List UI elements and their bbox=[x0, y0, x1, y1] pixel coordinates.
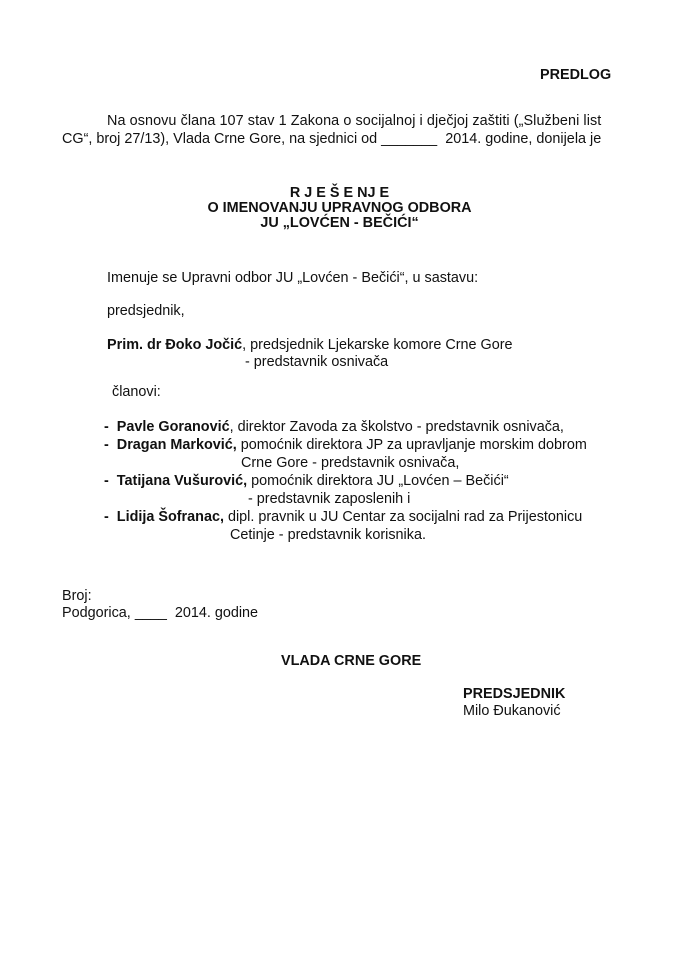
preamble-line-2 bbox=[62, 131, 601, 148]
date-year: 2014. godine bbox=[174, 605, 259, 621]
member-description-continued: - predstavnik zaposlenih i bbox=[248, 491, 411, 507]
place-and-date bbox=[62, 605, 258, 622]
signatory-name: Milo Đukanović bbox=[463, 703, 561, 719]
session-date-blank: _______ bbox=[381, 131, 438, 147]
president-description: , predsjednik Ljekarske komore Crne Gore bbox=[242, 337, 513, 353]
member-name: Pavle Goranović bbox=[116, 419, 230, 435]
member-item bbox=[104, 509, 582, 526]
president-name: Prim. dr Đoko Jočić bbox=[107, 337, 243, 353]
bullet-dash: - bbox=[104, 437, 109, 453]
signatory-title: PREDSJEDNIK bbox=[463, 686, 566, 702]
issuer: VLADA CRNE GORE bbox=[281, 653, 422, 669]
decision-title-line-1: R J E Š E NJ E bbox=[289, 185, 390, 201]
proposal-label: PREDLOG bbox=[540, 67, 612, 83]
members-label: članovi: bbox=[112, 384, 161, 400]
member-description: pomoćnik direktora JU „Lovćen – Bečići“ bbox=[247, 473, 509, 489]
member-description: dipl. pravnik u JU Centar za socijalni rad za Prijestonicu bbox=[223, 509, 583, 525]
member-description-continued: Crne Gore - predstavnik osnivača, bbox=[241, 455, 460, 471]
member-item bbox=[104, 419, 564, 436]
president-entry bbox=[107, 337, 513, 354]
preamble-line-2-end: 2014. godine, donijela je bbox=[445, 131, 602, 147]
preamble-line-2-start: CG“, broj 27/13), Vlada Crne Gore, na sjednici od bbox=[62, 131, 378, 147]
decision-title-line-2: O IMENOVANJU UPRAVNOG ODBORA bbox=[207, 200, 472, 216]
member-description-continued: Cetinje - predstavnik korisnika. bbox=[230, 527, 426, 543]
preamble-line-1: Na osnovu člana 107 stav 1 Zakona o socijalnoj i dječjoj zaštiti („Službeni list bbox=[107, 113, 602, 129]
bullet-dash: - bbox=[104, 419, 109, 435]
appointment-intro: Imenuje se Upravni odbor JU „Lovćen - Bečići“, u sastavu: bbox=[107, 270, 479, 286]
member-name: Lidija Šofranac, bbox=[116, 509, 224, 525]
member-description: pomoćnik direktora JP za upravljanje morskim dobrom bbox=[236, 437, 587, 453]
member-name: Dragan Marković, bbox=[116, 437, 237, 453]
member-item bbox=[104, 437, 587, 454]
bullet-dash: - bbox=[104, 473, 109, 489]
member-item bbox=[104, 473, 509, 490]
member-description: , direktor Zavoda za školstvo - predstavnik osnivača, bbox=[229, 419, 564, 435]
decision-title-line-3: JU „LOVĆEN - BEČIĆI“ bbox=[260, 215, 419, 231]
president-role: - predstavnik osnivača bbox=[245, 354, 389, 370]
date-blank: ____ bbox=[134, 605, 167, 621]
document-number-label: Broj: bbox=[62, 588, 92, 604]
member-name: Tatijana Vušurović, bbox=[116, 473, 248, 489]
bullet-dash: - bbox=[104, 509, 109, 525]
place: Podgorica, bbox=[62, 605, 131, 621]
president-label: predsjednik, bbox=[107, 303, 185, 319]
